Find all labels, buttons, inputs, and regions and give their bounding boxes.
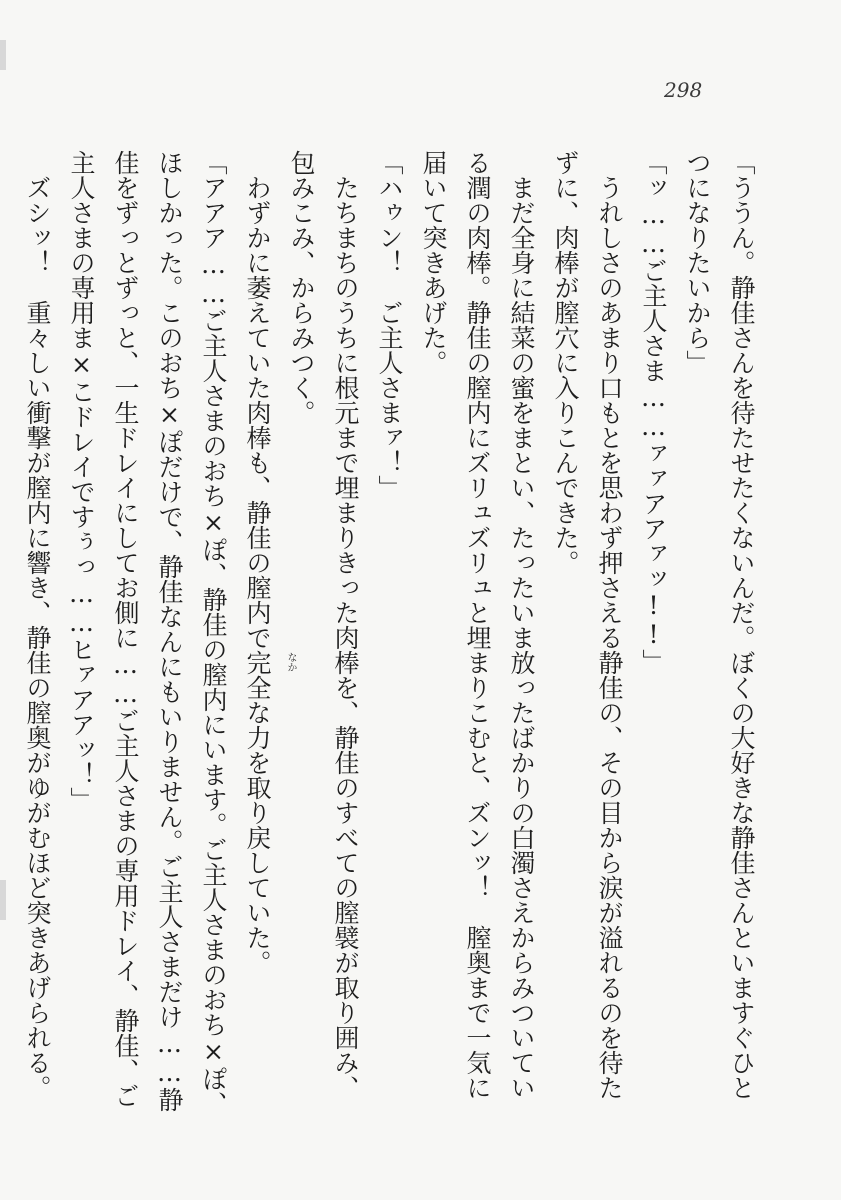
text-line: ほしかった。このおち×ぽだけで、静佳なんにもいりません。ご主人さまだけ……静 bbox=[155, 150, 184, 1112]
page-number: 298 bbox=[664, 78, 703, 102]
text-line: ズシッ！ 重々しい衝撃が膣内に響き、静佳の膣奥がゆがむほど突きあげられる。 bbox=[23, 150, 52, 1100]
scan-edge-mark bbox=[0, 880, 6, 920]
body-text bbox=[15, 150, 763, 1116]
text-line: たちまちのうちに根元まで埋まりきった肉棒を、静佳のすべての膣襞が取り囲み、 bbox=[331, 150, 360, 1100]
text-line: うれしさのあまり口もとを思わず押さえる静佳の、その目から涙が溢れるのを待た bbox=[595, 150, 624, 1100]
text-line: る潤の肉棒。静佳の膣内にズリュズリュと埋まりこむと、ズンッ！ 膣奥まで一気に bbox=[463, 150, 492, 1100]
text-line: 「アアア……ご主人さまのおち×ぽ、静佳の膣内にいます。ご主人さまのおち×ぽ、 bbox=[199, 150, 228, 1116]
text-line: 届いて突きあげた。 bbox=[419, 150, 448, 375]
text-line: つになりたいから」 bbox=[683, 150, 712, 375]
text-line: ずに、肉棒が膣穴に入りこんできた。 bbox=[551, 150, 580, 575]
text-line: 「ハゥン！ ご主人さまァ！」 bbox=[375, 150, 404, 500]
text-line: わずかに萎えていた肉棒も、静佳の膣内で完全な力を取り戻していた。 bbox=[243, 150, 272, 975]
scan-edge-mark bbox=[0, 40, 6, 70]
text-line: 主人さまの専用ま×こドレイですぅっ……ヒァアアッ！」 bbox=[67, 150, 96, 812]
text-line: 佳をずっとずっと、一生ドレイにしてお側に……ご主人さまの専用ドレイ、静佳、ご bbox=[111, 150, 140, 1108]
text-line: まだ全身に結菜の蜜をまとい、たったいま放ったばかりの白濁さえからみついてい bbox=[507, 150, 536, 1100]
text-line: 「ッ……ご主人さま……ァァアアァッ!!」 bbox=[639, 150, 668, 674]
text-line: 包みこみ、からみつく。 bbox=[287, 150, 316, 425]
text-line: 「ううん。静佳さんを待たせたくないんだ。ぼくの大好きな静佳さんといますぐひと bbox=[727, 150, 756, 1100]
furigana-annotation: なか bbox=[285, 652, 296, 672]
